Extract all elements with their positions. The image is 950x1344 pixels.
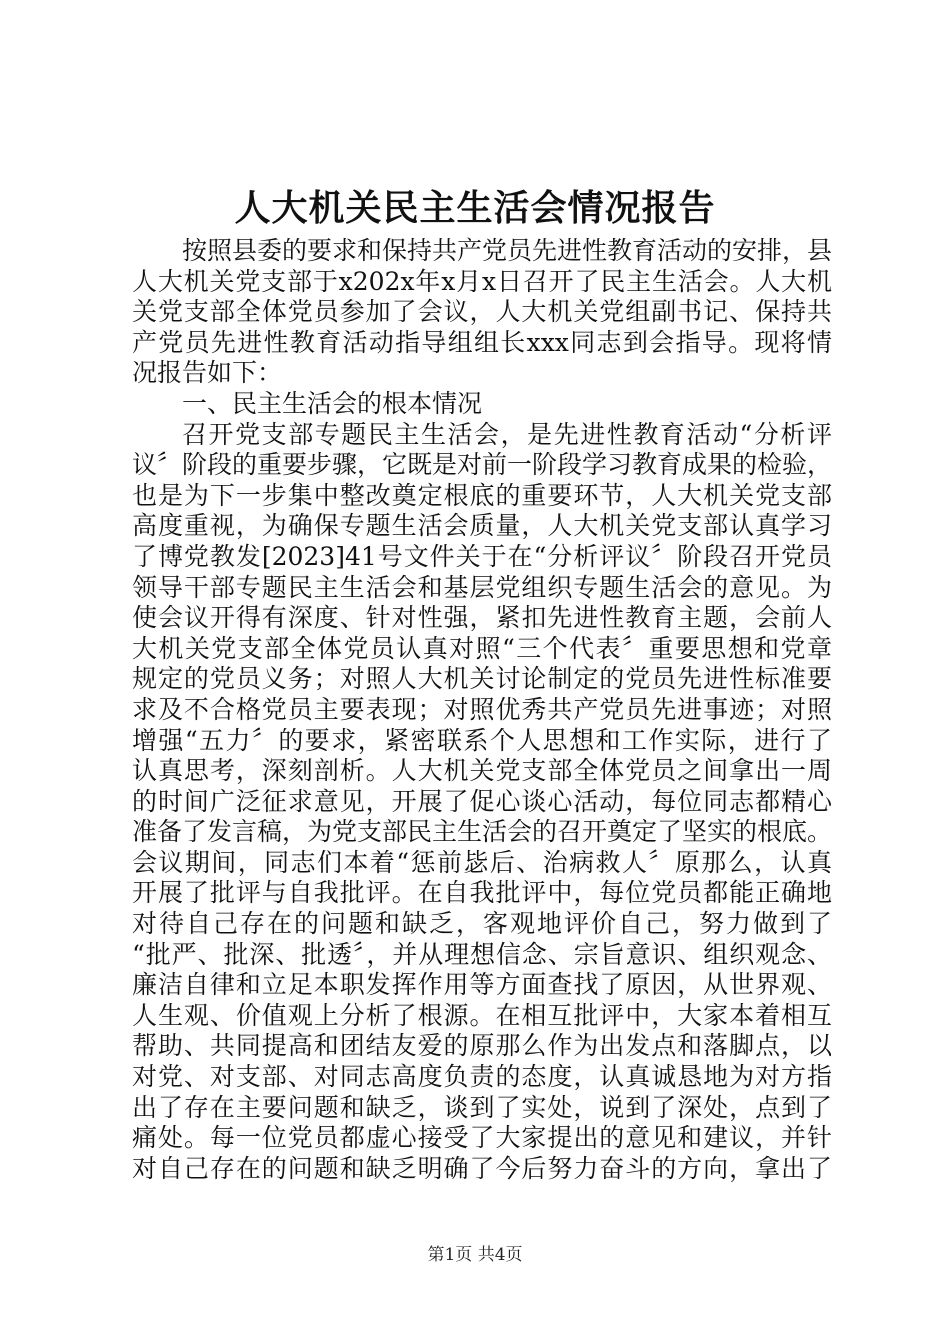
body-line: 帮助、共同提高和团结友爱的原那么作为出发点和落脚点，以	[132, 1031, 832, 1061]
body-line: 使会议开得有深度、针对性强，紧扣先进性教育主题，会前人	[132, 603, 832, 633]
body-line: 廉洁自律和立足本职发挥作用等方面查找了原因，从世界观、	[132, 970, 832, 1000]
body-line: 对待自己存在的问题和缺乏，客观地评价自己，努力做到了	[132, 909, 832, 939]
body-line: 求及不合格党员主要表现；对照优秀共产党员先进事迹；对照	[132, 694, 832, 724]
body-line: 产党员先进性教育活动指导组组长xxx同志到会指导。现将情	[132, 327, 832, 357]
body-line: 了博党教发[2023]41号文件关于在“分析评议〞阶段召开党员	[132, 541, 832, 571]
body-line: 痛处。每一位党员都虚心接受了大家提出的意见和建议，并针	[132, 1123, 832, 1153]
body-line: “批严、批深、批透〞，并从理想信念、宗旨意识、组织观念、	[132, 939, 832, 969]
body-line: 按照县委的要求和保持共产党员先进性教育活动的安排，县	[182, 236, 833, 265]
body-line: 对党、对支部、对同志高度负责的态度，认真诚恳地为对方指	[132, 1062, 832, 1092]
body-line: 大机关党支部全体党员认真对照“三个代表〞重要思想和党章	[132, 633, 832, 663]
body-line: 开展了批评与自我批评。在自我批评中，每位党员都能正确地	[132, 878, 832, 908]
body-line: 认真思考，深刻剖析。人大机关党支部全体党员之间拿出一周	[132, 756, 832, 786]
body-line: 准备了发言稿，为党支部民主生活会的召开奠定了坚实的根底。	[132, 817, 833, 847]
body-line: 人大机关党支部于x202x年x月x日召开了民主生活会。人大机	[132, 266, 832, 296]
body-line: 议〞阶段的重要步骤，它既是对前一阶段学习教育成果的检验，	[132, 450, 833, 480]
body-line: 会议期间，同志们本着“惩前毖后、治病救人〞原那么，认真	[132, 847, 832, 877]
document-title: 人大机关民主生活会情况报告	[234, 187, 716, 229]
body-line: 增强“五力〞的要求，紧密联系个人思想和工作实际，进行了	[132, 725, 832, 755]
body-line: 高度重视，为确保专题生活会质量，人大机关党支部认真学习	[132, 511, 832, 541]
body-line: 出了存在主要问题和缺乏，谈到了实处，说到了深处，点到了	[132, 1092, 832, 1122]
body-line: 领导干部专题民主生活会和基层党组织专题生活会的意见。为	[132, 572, 832, 602]
section-heading: 一、民主生活会的根本情况	[182, 388, 483, 418]
body-line: 规定的党员义务；对照人大机关讨论制定的党员先进性标准要	[132, 664, 832, 694]
body-line: 也是为下一步集中整改奠定根底的重要环节，人大机关党支部	[132, 480, 832, 510]
body-line: 况报告如下：	[132, 358, 283, 388]
document-body	[132, 236, 832, 1184]
body-line: 关党支部全体党员参加了会议，人大机关党组副书记、保持共	[132, 297, 832, 327]
body-line: 召开党支部专题民主生活会，是先进性教育活动“分析评	[182, 419, 832, 449]
body-line: 人生观、价值观上分析了根源。在相互批评中，大家本着相互	[132, 1000, 832, 1030]
page-number: 第1页 共4页	[427, 1245, 523, 1265]
body-line: 对自己存在的问题和缺乏明确了今后努力奋斗的方向，拿出了	[132, 1153, 832, 1183]
body-line: 的时间广泛征求意见，开展了促心谈心活动，每位同志都精心	[132, 786, 832, 816]
